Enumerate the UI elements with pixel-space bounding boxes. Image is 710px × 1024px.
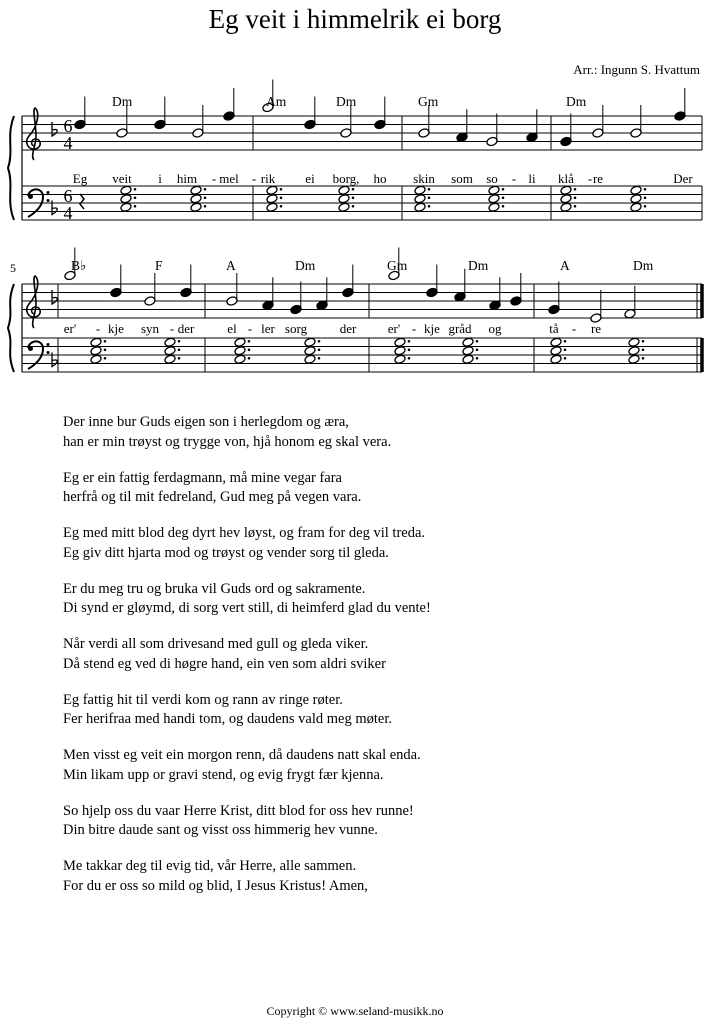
verse-line: Der inne bur Guds eigen son i herlegdom og æra, <box>63 414 349 430</box>
dot <box>178 340 181 343</box>
dot <box>642 348 645 351</box>
dot <box>642 340 645 343</box>
chord-note <box>550 354 562 364</box>
chord-note <box>120 202 132 212</box>
lyric-syllable: - <box>211 171 217 186</box>
lyric-syllable: li <box>528 171 536 186</box>
brace-icon <box>8 284 14 372</box>
chord-note <box>462 337 474 347</box>
chord-note <box>630 194 642 204</box>
dot <box>248 357 251 360</box>
dot <box>644 205 647 208</box>
chord-symbol: B♭ <box>71 258 87 273</box>
dot <box>318 340 321 343</box>
chord-symbol: Dm <box>295 258 316 273</box>
measure-number: 5 <box>10 261 16 275</box>
lyric-syllable: i <box>158 171 162 186</box>
dot <box>408 348 411 351</box>
verse-line: Eg giv ditt hjarta mod og trøyst og vender sorg til gleda. <box>63 544 389 561</box>
lyric-syllable: - <box>587 171 593 186</box>
chord-note <box>120 185 132 195</box>
rest-icon <box>80 194 84 209</box>
chord-note <box>414 202 426 212</box>
chord-note <box>630 202 642 212</box>
verse-6 <box>63 635 683 674</box>
lyric-syllable: him <box>176 171 198 186</box>
dot <box>352 188 355 191</box>
lyric-syllable: - <box>571 321 577 336</box>
lyric-syllable: ho <box>373 171 387 186</box>
dot <box>428 205 431 208</box>
chord-note <box>488 194 500 204</box>
chord-note <box>560 185 572 195</box>
chord-symbol: Dm <box>566 94 587 109</box>
chord-note <box>462 346 474 356</box>
score-text <box>10 94 693 336</box>
verse-line: Eg er ein fattig ferdagmann, må mine vegar fara <box>63 469 342 486</box>
bass-clef-dot <box>47 343 50 346</box>
dot <box>104 357 107 360</box>
dot <box>280 188 283 191</box>
lyric-syllable: - <box>411 321 417 336</box>
lyric-syllable: ei <box>305 171 315 186</box>
chord-symbol: Gm <box>387 258 408 273</box>
dot <box>318 348 321 351</box>
time-signature-upper: 6 <box>63 186 73 207</box>
dot <box>204 205 207 208</box>
verse-7 <box>63 691 683 730</box>
chord-symbol: Dm <box>633 258 654 273</box>
verse-line: Men visst eg veit ein morgon renn, då daudens natt skal enda. <box>63 747 421 763</box>
chord-note <box>234 346 246 356</box>
chord-note <box>488 202 500 212</box>
verse-5 <box>63 580 683 619</box>
lyric-syllable: der <box>339 321 357 336</box>
chord-note <box>266 194 278 204</box>
lyric-syllable: Der <box>673 171 693 186</box>
chord-note <box>164 346 176 356</box>
verse-line: Di synd er gløymd, di sorg vert still, di heimferd glad du vente! <box>63 600 431 616</box>
chord-symbol: Dm <box>112 94 133 109</box>
dot <box>134 196 137 199</box>
chord-symbol: Dm <box>336 94 357 109</box>
dot <box>134 205 137 208</box>
chord-note <box>266 185 278 195</box>
chord-symbol: F <box>155 258 163 273</box>
lyric-syllable: kje <box>108 321 124 336</box>
verse-line: Eg med mitt blod deg dyrt hev løyst, og fram for deg vil treda. <box>63 525 426 541</box>
dot <box>204 196 207 199</box>
dot <box>104 348 107 351</box>
dot <box>476 340 479 343</box>
chord-note <box>414 194 426 204</box>
dot <box>574 205 577 208</box>
lyric-syllable: ler <box>261 321 275 336</box>
dot <box>178 357 181 360</box>
chord-note <box>414 185 426 195</box>
dot <box>428 188 431 191</box>
dot <box>564 348 567 351</box>
chord-note <box>190 202 202 212</box>
chord-symbol: Gm <box>418 94 439 109</box>
dot <box>352 196 355 199</box>
chord-note <box>90 337 102 347</box>
lyric-syllable: veit <box>112 171 132 186</box>
chord-note <box>628 337 640 347</box>
chord-note <box>234 337 246 347</box>
chord-symbol: A <box>226 258 236 273</box>
bass-clef-dot <box>47 351 50 354</box>
chord-note <box>90 354 102 364</box>
dot <box>408 357 411 360</box>
verses <box>63 413 683 913</box>
chord-note <box>234 354 246 364</box>
time-signature-lower: 4 <box>63 133 73 154</box>
verse-line: Min likam upp or gravi stend, og evig frygt fær kjenna. <box>63 766 384 783</box>
arranger-credit: Arr.: Ingunn S. Hvattum <box>573 62 700 77</box>
chord-note <box>394 346 406 356</box>
bass-clef-dot <box>28 194 33 199</box>
dot <box>134 188 137 191</box>
lyric-syllable: - <box>251 171 257 186</box>
chord-note <box>550 346 562 356</box>
chord-note <box>630 185 642 195</box>
chord-symbol: Am <box>266 94 287 109</box>
dot <box>502 196 505 199</box>
brace-icon <box>8 116 14 220</box>
dot <box>502 205 505 208</box>
lyric-syllable: er' <box>387 321 401 336</box>
dot <box>642 357 645 360</box>
music-score <box>0 0 710 400</box>
bass-clef-dot <box>47 199 50 202</box>
verse-line: Når verdi all som drivesand med gull og gleda viker. <box>63 636 369 652</box>
dot <box>248 348 251 351</box>
dot <box>476 348 479 351</box>
lyric-syllable: - <box>511 171 517 186</box>
chord-note <box>164 337 176 347</box>
chord-symbol: A <box>560 258 570 273</box>
dot <box>248 340 251 343</box>
verse-line: Fer herifraa med handi tom, og daudens vald meg møter. <box>63 711 392 727</box>
chord-symbol: Dm <box>468 258 489 273</box>
verse-9 <box>63 802 683 841</box>
lyric-syllable: so <box>486 171 498 186</box>
lyric-syllable: gråd <box>448 321 472 336</box>
bass-clef-dot <box>47 191 50 194</box>
lyric-syllable: syn <box>140 321 160 336</box>
chord-note <box>394 354 406 364</box>
lyric-syllable: re <box>592 171 604 186</box>
dot <box>178 348 181 351</box>
chord-note <box>120 194 132 204</box>
verse-2 <box>63 413 683 452</box>
chord-note <box>90 346 102 356</box>
lyric-syllable: borg, <box>332 171 360 186</box>
lyric-syllable: Eg <box>72 171 88 186</box>
chord-note <box>560 202 572 212</box>
verse-line: Me takkar deg til evig tid, vår Herre, alle sammen. <box>63 858 357 874</box>
dot <box>204 188 207 191</box>
verse-line: herfrå og til mit fedreland, Gud meg på vegen vara. <box>63 489 362 505</box>
verse-line: Då stend eg ved di høgre hand, ein ven som aldri sviker <box>63 655 386 672</box>
dot <box>104 340 107 343</box>
dot <box>644 188 647 191</box>
chord-note <box>304 346 316 356</box>
lyric-syllable: - <box>247 321 253 336</box>
chord-note <box>338 185 350 195</box>
verse-4 <box>63 524 683 563</box>
dot <box>644 196 647 199</box>
lyric-syllable: re <box>590 321 602 336</box>
chord-note <box>190 194 202 204</box>
dot <box>476 357 479 360</box>
lyric-syllable: som <box>451 171 473 186</box>
lyric-syllable: - <box>95 321 101 336</box>
song-title: Eg veit i himmelrik ei borg <box>208 4 502 34</box>
copyright-notice: Copyright © www.seland-musikk.no <box>266 1004 444 1018</box>
verse-3 <box>63 469 683 508</box>
chord-note <box>560 194 572 204</box>
time-signature-lower: 4 <box>63 203 73 224</box>
dot <box>574 188 577 191</box>
verse-line: Eg fattig hit til verdi kom og rann av ringe røter. <box>63 691 343 708</box>
chord-note <box>394 337 406 347</box>
dot <box>408 340 411 343</box>
dot <box>502 188 505 191</box>
chord-note <box>164 354 176 364</box>
verse-10 <box>63 857 683 896</box>
dot <box>352 205 355 208</box>
time-signature-upper: 6 <box>63 116 73 137</box>
bass-clef-dot <box>28 346 33 351</box>
lyric-syllable: mel <box>219 171 239 186</box>
chord-note <box>304 337 316 347</box>
dot <box>564 340 567 343</box>
verse-line: Din bitre daude sant og visst oss himmerig hev vunne. <box>63 822 378 838</box>
chord-note <box>462 354 474 364</box>
verse-line: So hjelp oss du vaar Herre Krist, ditt blod for oss hev runne! <box>63 802 414 819</box>
dot <box>564 357 567 360</box>
dot <box>318 357 321 360</box>
verse-8 <box>63 746 683 785</box>
chord-note <box>190 185 202 195</box>
chord-note <box>338 202 350 212</box>
chord-note <box>488 185 500 195</box>
dot <box>280 196 283 199</box>
lyric-syllable: kje <box>424 321 440 336</box>
chord-note <box>628 354 640 364</box>
chord-note <box>338 194 350 204</box>
chord-note <box>550 337 562 347</box>
lyric-syllable: er' <box>63 321 77 336</box>
verse-line: han er min trøyst og trygge von, hjå honom eg skal vera. <box>63 433 392 450</box>
chord-note <box>304 354 316 364</box>
verse-line: Er du meg tru og bruka vil Guds ord og sakramente. <box>63 580 366 597</box>
lyric-syllable: tå <box>549 321 559 336</box>
dot <box>280 205 283 208</box>
dot <box>428 196 431 199</box>
lyric-syllable: og <box>488 321 502 336</box>
lyric-syllable: sorg <box>284 321 308 336</box>
verse-line: For du er oss so mild og blid, I Jesus Kristus! Amen, <box>63 877 368 894</box>
lyric-syllable: skin <box>413 171 435 186</box>
chord-note <box>628 346 640 356</box>
chord-note <box>266 202 278 212</box>
lyric-syllable: rik <box>260 171 276 186</box>
lyric-syllable: der <box>177 321 195 336</box>
dot <box>574 196 577 199</box>
lyric-syllable: klå <box>558 171 574 186</box>
lyric-syllable: - <box>169 321 175 336</box>
lyric-syllable: el <box>227 321 237 336</box>
